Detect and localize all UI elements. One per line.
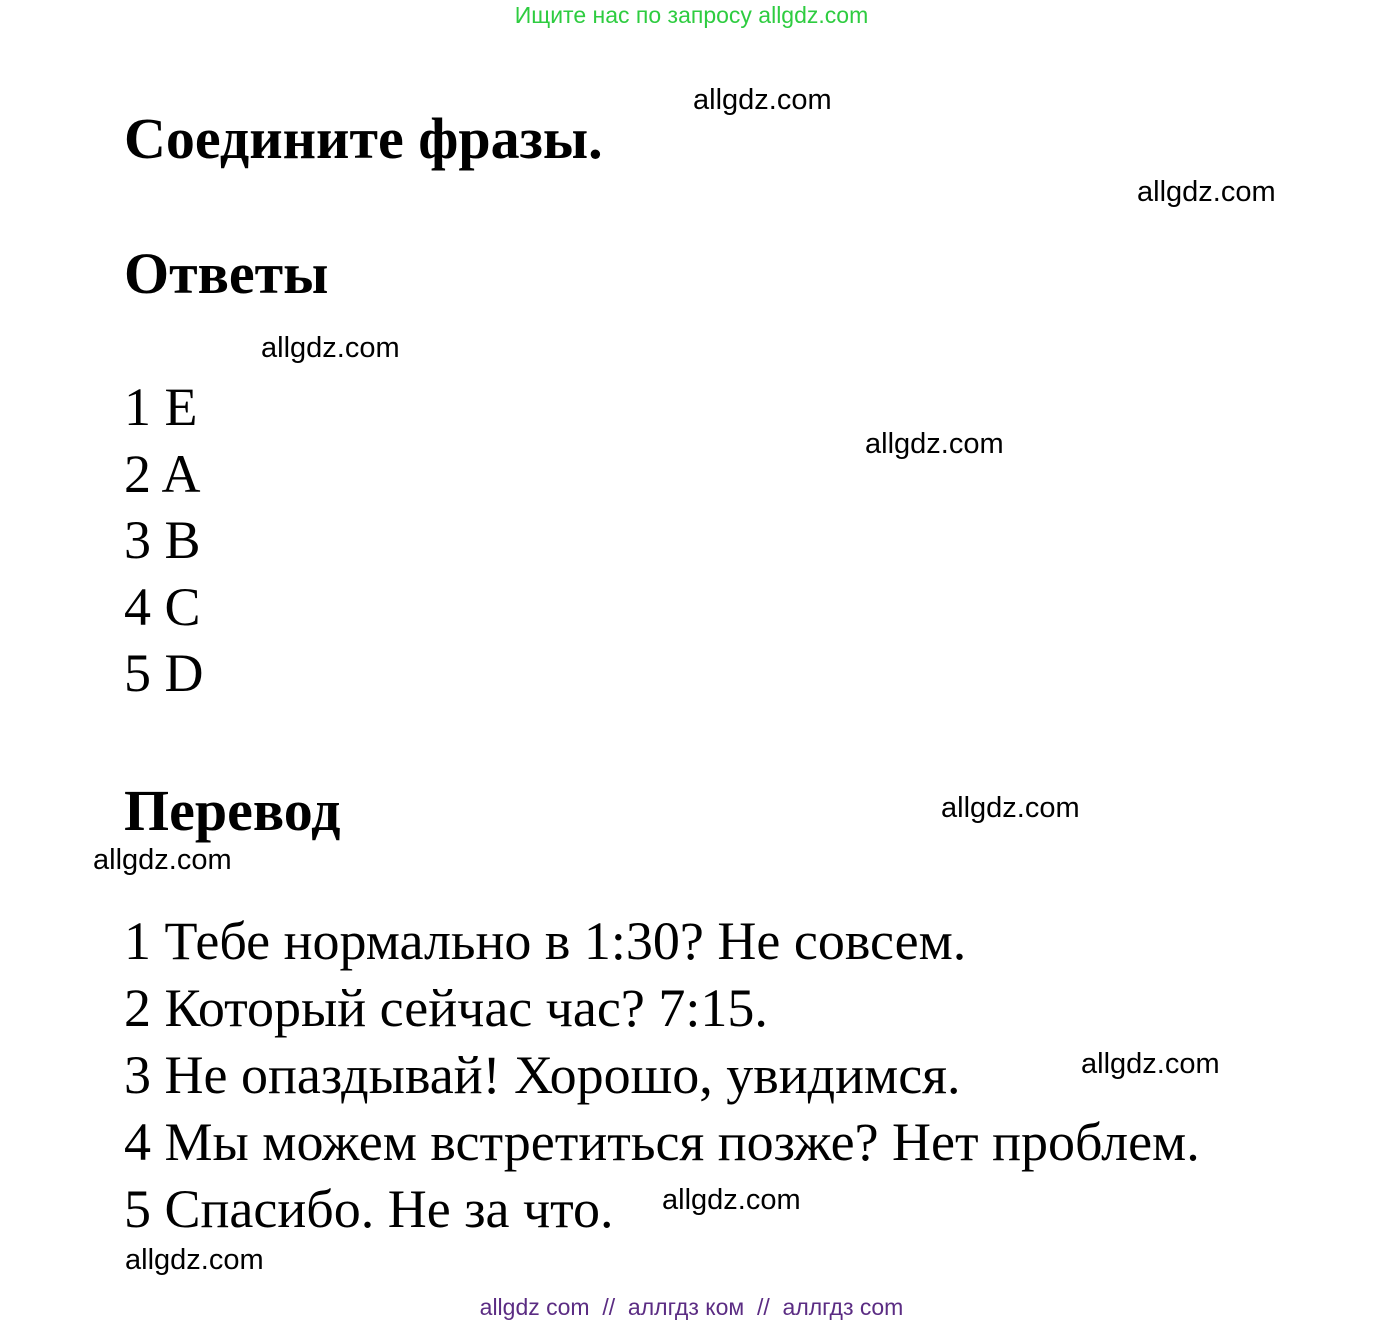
watermark: allgdz.com [261, 332, 400, 364]
watermark: allgdz.com [1081, 1048, 1220, 1080]
translation-item: 4 Мы можем встретиться позже? Нет проблем. [124, 1112, 1200, 1172]
answer-item: 1 E [124, 377, 198, 437]
translation-heading: Перевод [124, 778, 341, 843]
answer-item: 5 D [124, 643, 204, 703]
translation-item: 2 Который сейчас час? 7:15. [124, 978, 768, 1038]
footer-links [0, 1294, 1383, 1321]
top-search-banner: Ищите нас по запросу allgdz.com [514, 2, 869, 28]
watermark: allgdz.com [865, 428, 1004, 460]
translation-item: 5 Спасибо. Не за что. [124, 1179, 614, 1239]
task-title: Соедините фразы. [124, 106, 603, 171]
translation-item: 3 Не опаздывай! Хорошо, увидимся. [124, 1045, 961, 1105]
watermark: allgdz.com [93, 844, 232, 876]
answer-item: 3 B [124, 510, 201, 570]
watermark: allgdz.com [941, 792, 1080, 824]
footer-text: allgdz com // аллгдз ком // аллгдз com [479, 1294, 904, 1320]
answer-item: 4 C [124, 576, 201, 637]
watermark: allgdz.com [125, 1244, 264, 1276]
watermark: allgdz.com [1137, 176, 1276, 208]
answers-heading: Ответы [124, 241, 329, 306]
watermark: allgdz.com [662, 1184, 801, 1216]
answers-list [124, 374, 204, 707]
answer-item: 2 A [124, 443, 201, 504]
translation-item: 1 Тебе нормально в 1:30? Не совсем. [124, 911, 967, 971]
watermark: allgdz.com [693, 84, 832, 116]
